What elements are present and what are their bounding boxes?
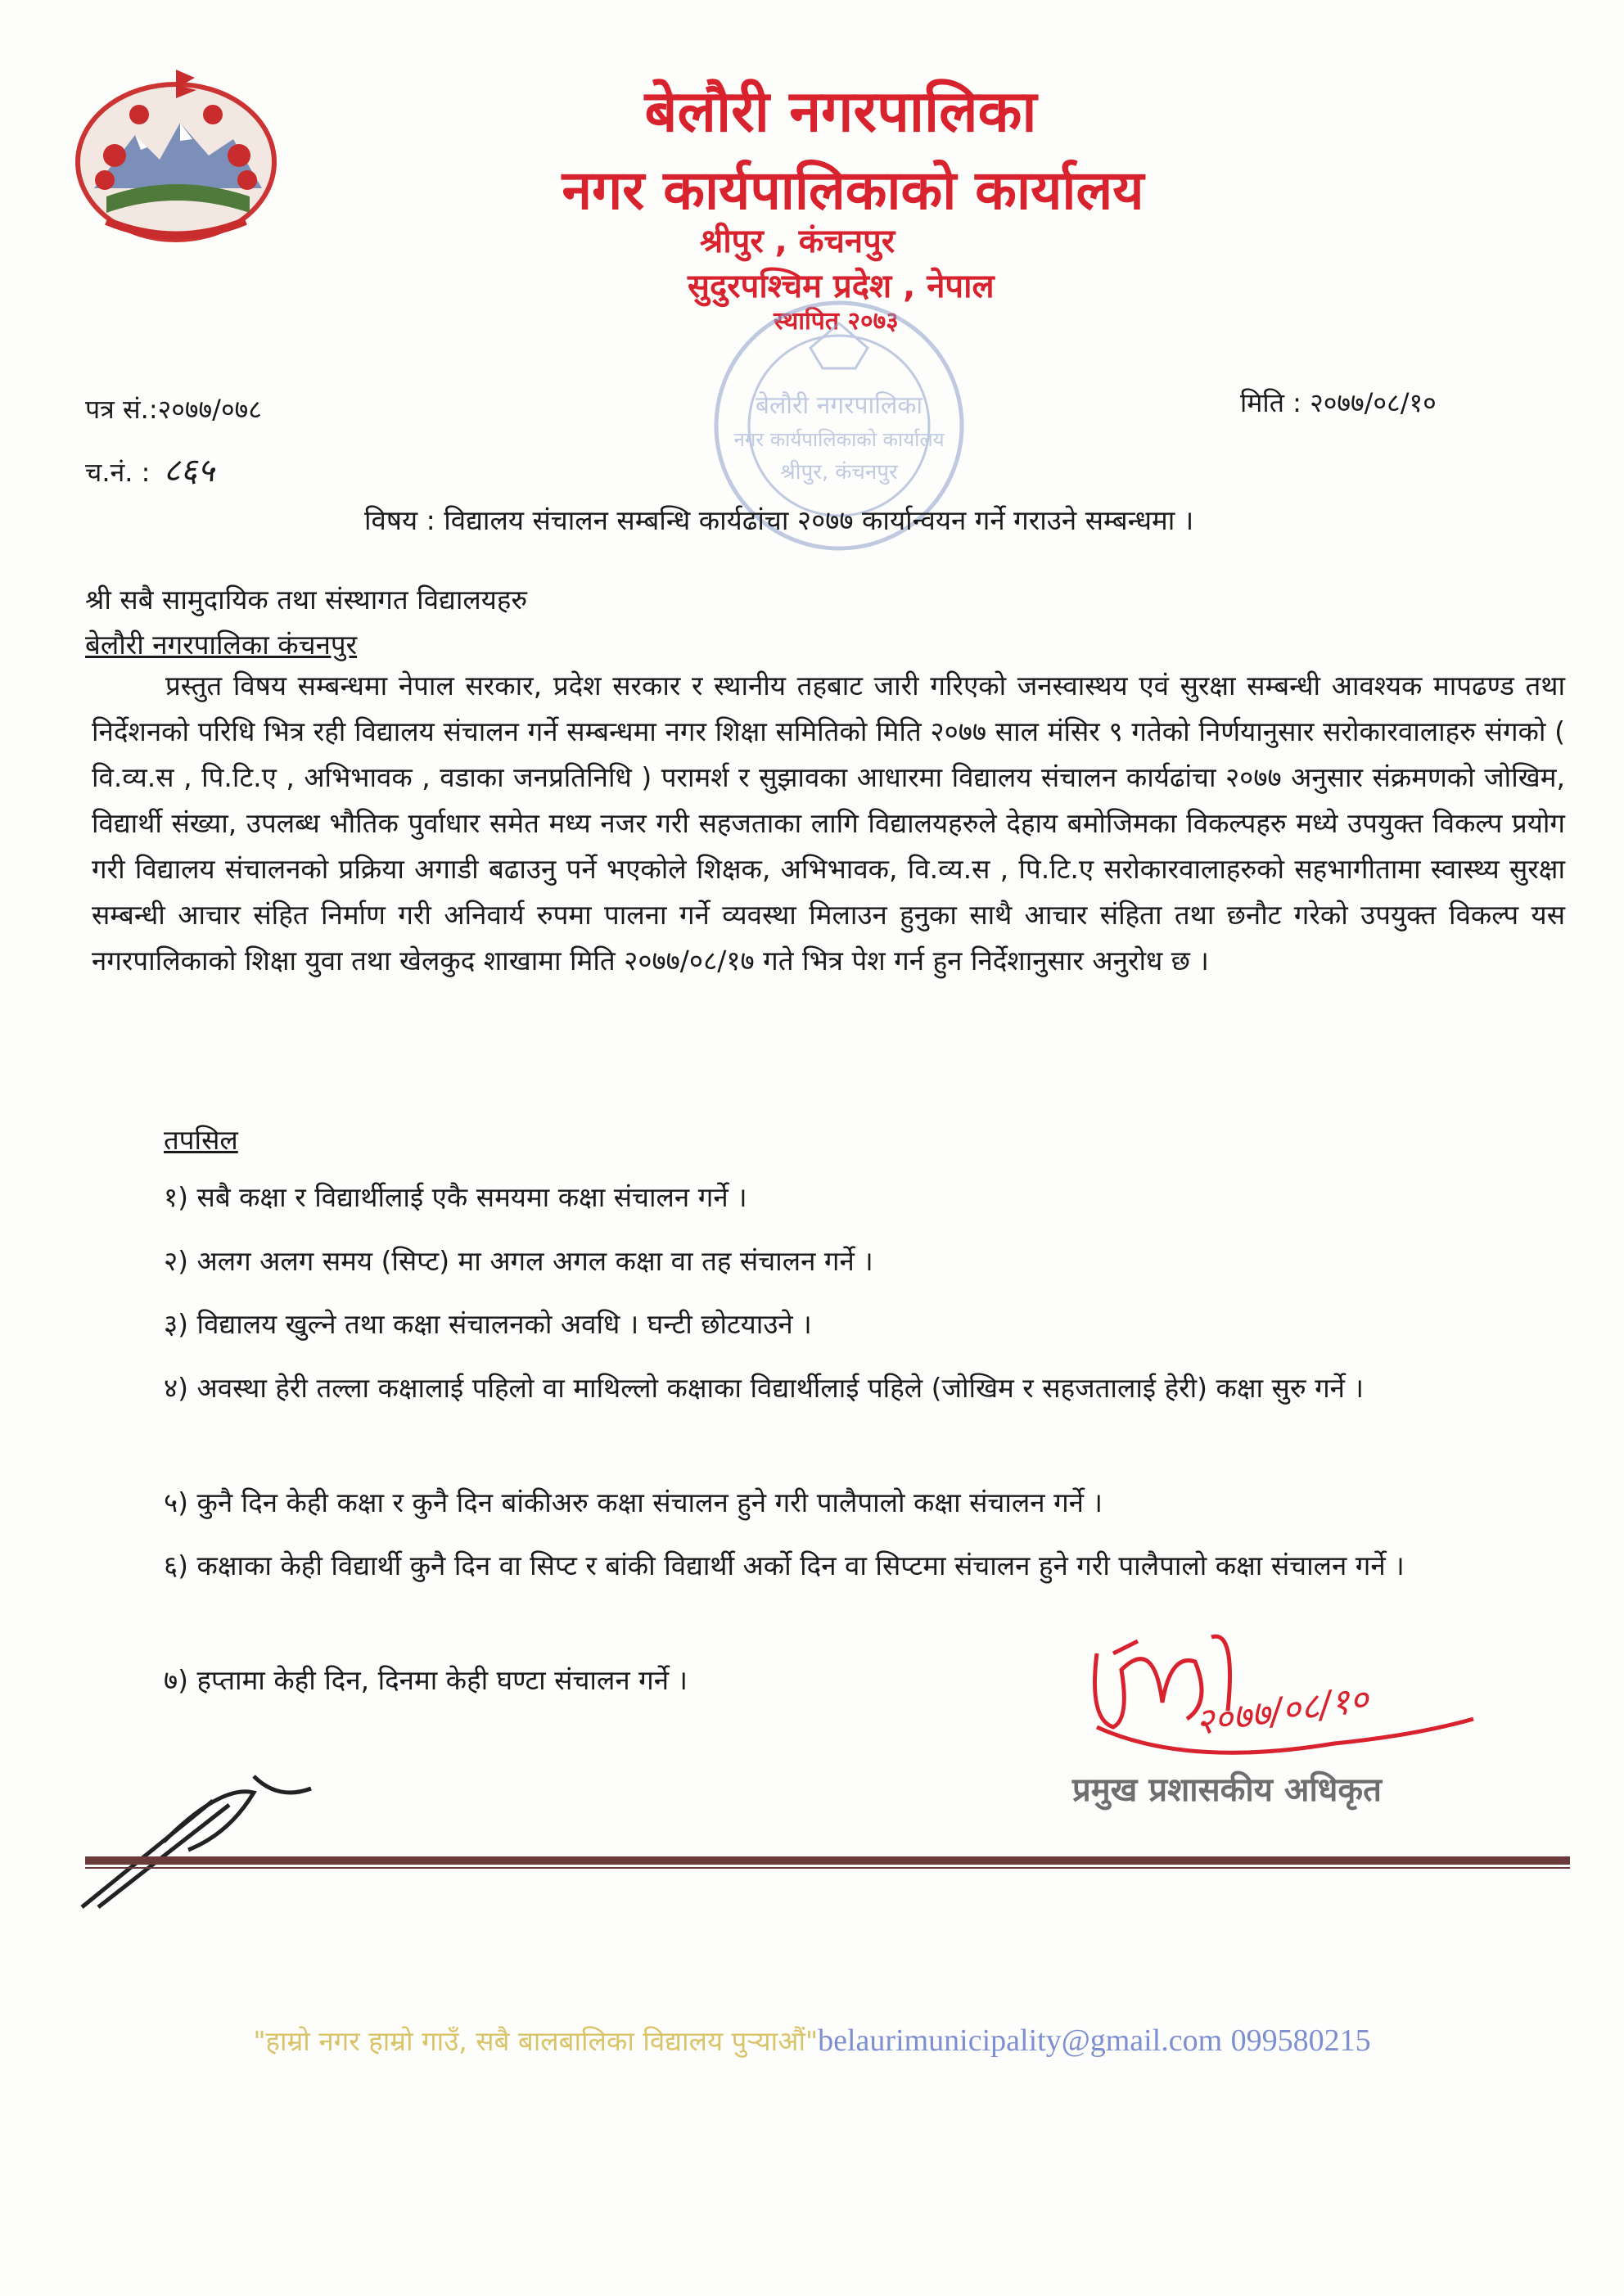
- handwritten-date: २०७७/०८/१०: [1193, 1678, 1371, 1744]
- footer-contact: [0, 2022, 1624, 2059]
- address-line-1: श्रीपुर , कंचनपुर: [700, 223, 895, 260]
- dispatch-label: च.नं. :: [85, 457, 151, 488]
- footer-email: belaurimunicipality@gmail.com: [818, 2023, 1223, 2058]
- office-name: नगर कार्यपालिकाको कार्यालय: [562, 159, 1144, 222]
- subject-line: विषय : विद्यालय संचालन सम्बन्धि कार्यढांचा २०७७ कार्यान्वयन गर्ने गराउने सम्बन्धमा ।: [364, 504, 1194, 536]
- list-item-5: ५) कुनै दिन केही कक्षा र कुनै दिन बांकीअरु कक्षा संचालन हुने गरी पालैपालो कक्षा संचालन गर्ने ।: [164, 1486, 1103, 1518]
- list-item-2: २) अलग अलग समय (सिप्ट) मा अगल अगल कक्षा वा तह संचालन गर्ने ।: [164, 1245, 873, 1277]
- stamp-title: प्रमुख प्रशासकीय अधिकृत: [1072, 1771, 1382, 1809]
- details-heading: तपसिल: [164, 1124, 238, 1156]
- seal-line-3: श्रीपुर, कंचनपुर: [780, 460, 898, 485]
- recipient-line-2: बेलौरी नगरपालिका कंचनपुर: [85, 629, 358, 661]
- address-line-2: सुदुरपश्चिम प्रदेश , नेपाल: [688, 268, 995, 305]
- seal-line-2: नगर कार्यपालिकाको कार्यालय: [733, 428, 945, 451]
- seal-line-1: बेलौरी नगरपालिका: [755, 391, 923, 420]
- signature-icon: [65, 1743, 360, 1924]
- list-item-3: ३) विद्यालय खुल्ने तथा कक्षा संचालनको अवधि । घन्टी छोटयाउने ।: [164, 1308, 812, 1340]
- letter-date: मिति : २०७७/०८/१०: [1240, 387, 1437, 418]
- org-name: बेलौरी नगरपालिका: [644, 78, 1037, 145]
- footer-rule: [85, 1856, 1570, 1865]
- list-item-7: ७) हप्तामा केही दिन, दिनमा केही घण्टा संचालन गर्ने ।: [164, 1664, 688, 1696]
- dispatch-value: ८६५: [163, 452, 214, 489]
- footer-slogan: "हाम्रो नगर हाम्रो गाउँ, सबै बालबालिका विद्यालय पुर्‍याऔं": [253, 2025, 819, 2057]
- letter-number: पत्र सं.:२०७७/०७८: [85, 394, 262, 425]
- signature-icon: [1064, 1604, 1490, 1817]
- established-year: स्थापित २०७३: [774, 307, 899, 336]
- body-paragraph: प्रस्तुत विषय सम्बन्धमा नेपाल सरकार, प्रदेश सरकार र स्थानीय तहबाट जारी गरिएको जनस्वास्थय एवं सुरक्षा सम्बन्धी आवश्यक मापढण्ड तथा निर्देशनको परिधि भित्र रही विद्यालय संचालन गर्ने सम्बन्धमा नगर शिक्षा समितिको मिति २०७७ साल मंसिर ९ गतेको निर्णयानुसार सरोकारवालाहरु संगको ( वि.व्य.स , पि.टि.ए , अभिभावक , वडाका जनप्रतिनिधि ) परामर्श र सुझावका आधारमा विद्यालय संचालन कार्यढांचा २०७७ अनुसार संक्रमणको जोखिम, विद्यार्थी संख्या, उपलब्ध भौतिक पुर्वाधार समेत मध्य नजर गरी सहजताका लागि विद्यालयहरुले देहाय बमोजिमका विकल्पहरु मध्ये उपयुक्त विकल्प प्रयोग गरी विद्यालय संचालनको प्रक्रिया अगाडी बढाउनु पर्ने भएकोले शिक्षक, अभिभावक, वि.व्य.स , पि.टि.ए सरोकारवालाहरुको सहभागीतामा स्वास्थ्य सुरक्षा सम्बन्धी आचार संहित निर्माण गरी अनिवार्य रुपमा पालना गर्ने व्यवस्था मिलाउन हुनुका साथै आचार संहिता तथा छनौट गरेको उपयुक्त विकल्प यस नगरपालिकाको शिक्षा युवा तथा खेलकुद शाखामा मिति २०७७/०८/१७ गते भित्र पेश गर्न हुन निर्देशानुसार अनुरोध छ ।: [92, 670, 1565, 977]
- list-item-4: ४) अवस्था हेरी तल्ला कक्षालाई पहिलो वा माथिल्लो कक्षाका विद्यार्थीलाई पहिले (जोखिम र सहजतालाई हेरी) कक्षा सुरु गर्ने ।: [164, 1372, 1364, 1404]
- dispatch-number: [85, 446, 214, 491]
- list-item-1: १) सबै कक्षा र विद्यार्थीलाई एकै समयमा कक्षा संचालन गर्ने ।: [164, 1181, 747, 1213]
- list-item-6: ६) कक्षाका केही विद्यार्थी कुनै दिन वा सिप्ट र बांकी विद्यार्थी अर्को दिन वा सिप्टमा संचालन हुने गरी पालैपालो कक्षा संचालन गर्ने ।: [164, 1549, 1405, 1581]
- footer-phone: 099580215: [1230, 2023, 1371, 2058]
- footer-rule-thin: [85, 1867, 1570, 1869]
- recipient-line-1: श्री सबै सामुदायिक तथा संस्थागत विद्यालयहरु: [85, 584, 528, 616]
